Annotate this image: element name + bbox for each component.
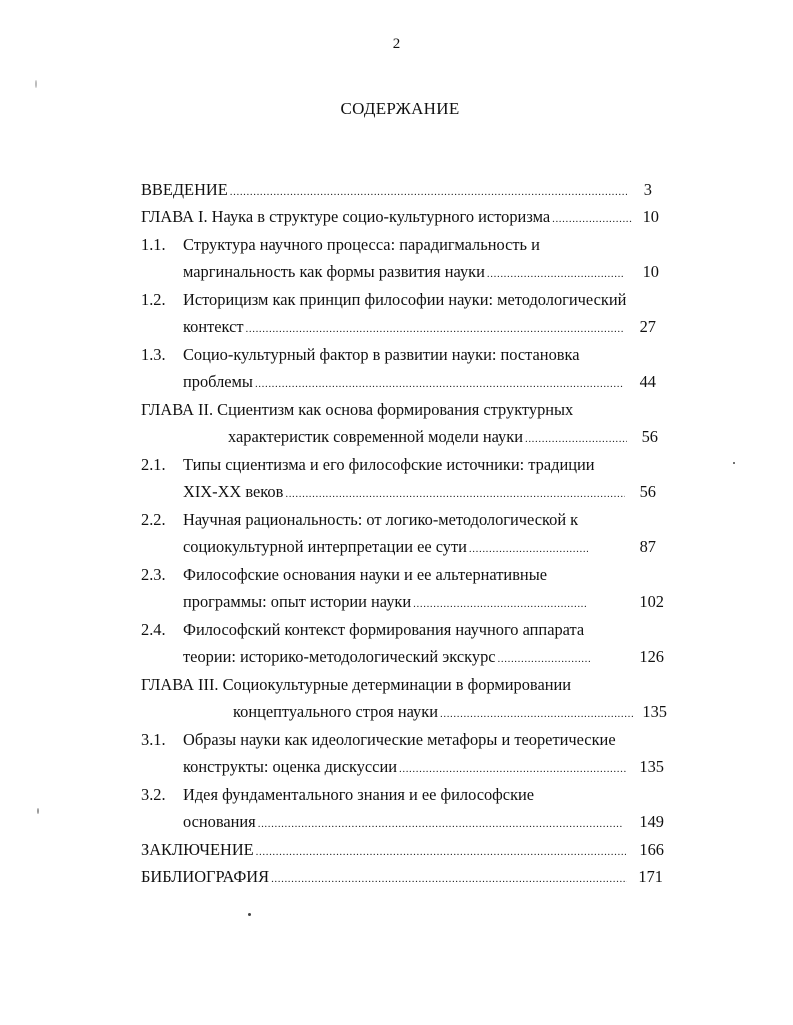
page-title: СОДЕРЖАНИЕ: [340, 99, 460, 118]
toc-entry-text: Историцизм как принцип философии науки: методологический: [183, 290, 627, 309]
toc-section-number: 3.1.: [141, 730, 166, 749]
toc-entry-1-1-line2: [183, 262, 623, 286]
page-number: 2: [392, 36, 401, 52]
toc-entry-1-2-line2: [183, 317, 623, 341]
toc-entry-text: ВВЕДЕНИЕ: [141, 180, 228, 199]
toc-page-number: 3: [643, 180, 652, 199]
dot-leader: [258, 818, 623, 830]
toc-entry-2-4-line1: [183, 620, 643, 644]
toc-entry-intro: [141, 180, 627, 204]
toc-entry-text: социокультурной интерпретации ее сути: [183, 537, 467, 556]
toc-entry-text: основания: [183, 812, 256, 831]
toc-page-number: 102: [639, 592, 664, 611]
dot-leader: [285, 488, 625, 500]
toc-entry-2-3-line2: [183, 592, 588, 616]
dot-leader: [413, 598, 588, 610]
toc-page-number: 126: [639, 647, 664, 666]
toc-entry-text: Социо-культурный фактор в развитии науки: постановка: [183, 345, 580, 364]
toc-entry-3-2-line2: [183, 812, 623, 836]
toc-entry-3-1-line1: [183, 730, 643, 754]
toc-entry-text: ЗАКЛЮЧЕНИЕ: [141, 840, 254, 859]
toc-section-number: 2.3.: [141, 565, 166, 584]
toc-page-number: 149: [639, 812, 664, 831]
toc-entry-chapter-2-line1: [141, 400, 641, 424]
dot-leader: [440, 708, 633, 720]
toc-entry-text: ГЛАВА I. Наука в структуре социо-культурного историзма: [141, 207, 551, 226]
dot-leader: [246, 323, 623, 335]
toc-section-number: 3.2.: [141, 785, 166, 804]
scan-speck: [37, 808, 39, 814]
dot-leader: [230, 186, 627, 198]
dot-leader: [271, 873, 627, 885]
toc-entry-2-2-line1: [183, 510, 643, 534]
toc-entry-text: Научная рациональность: от логико-методологической к: [183, 510, 579, 529]
toc-entry-2-1-line2: [183, 482, 625, 506]
toc-page-number: 135: [642, 702, 667, 721]
toc-page-number: 44: [639, 372, 656, 391]
toc-section-number: 2.2.: [141, 510, 166, 529]
toc-entry-1-1-line1: [183, 235, 643, 259]
toc-entry-1-3-line1: [183, 345, 643, 369]
toc-page-number: 135: [639, 757, 664, 776]
toc-entry-text: концептуального строя науки: [233, 702, 438, 721]
toc-entry-text: характеристик современной модели науки: [228, 427, 523, 446]
dot-leader: [498, 653, 591, 665]
toc-entry-text: ГЛАВА II. Сциентизм как основа формирования структурных: [141, 400, 574, 419]
toc-page-number: 166: [639, 840, 664, 859]
toc-entry-3-1-line2: [183, 757, 626, 781]
dot-leader: [487, 268, 623, 280]
toc-entry-text: конструкты: оценка дискуссии: [183, 757, 397, 776]
toc-section-number: 2.1.: [141, 455, 166, 474]
toc-entry-text: программы: опыт истории науки: [183, 592, 412, 611]
toc-entry-2-1-line1: [183, 455, 643, 479]
toc-entry-text: БИБЛИОГРАФИЯ: [141, 867, 270, 886]
toc-entry-1-3-line2: [183, 372, 623, 396]
toc-entry-text: Образы науки как идеологические метафоры и теоретические: [183, 730, 616, 749]
toc-section-number: 1.3.: [141, 345, 166, 364]
dot-leader: [469, 543, 588, 555]
toc-entry-text: Идея фундаментального знания и ее философские: [183, 785, 535, 804]
toc-entry-2-2-line2: [183, 537, 588, 561]
toc-entry-text: теории: историко-методологический экскурс: [183, 647, 496, 666]
toc-entry-chapter-2-line2: [228, 427, 627, 451]
toc-entry-text: XIX-XX веков: [183, 482, 284, 501]
toc-entry-text: маргинальность как формы развития науки: [183, 262, 485, 281]
toc-entry-2-3-line1: [183, 565, 643, 589]
toc-page-number: 171: [638, 867, 663, 886]
toc-page-number: 27: [639, 317, 656, 336]
toc-section-number: 2.4.: [141, 620, 166, 639]
toc-entry-text: ГЛАВА III. Социокультурные детерминации в формировании: [141, 675, 572, 694]
toc-entry-text: Структура научного процесса: парадигмальность и: [183, 235, 540, 254]
dot-leader: [399, 763, 626, 775]
toc-entry-chapter-1: [141, 207, 633, 231]
dot-leader: [256, 846, 626, 858]
toc-entry-1-2-line1: [183, 290, 643, 314]
toc-section-number: 1.1.: [141, 235, 166, 254]
toc-page-number: 56: [639, 482, 656, 501]
toc-entry-bibliography: [141, 867, 627, 891]
toc-entry-text: контекст: [183, 317, 244, 336]
toc-entry-3-2-line1: [183, 785, 643, 809]
toc-page-number: 10: [642, 262, 659, 281]
toc-entry-conclusion: [141, 840, 626, 864]
scan-speck: [733, 462, 735, 464]
toc-entry-text: проблемы: [183, 372, 253, 391]
toc-page-number: 56: [641, 427, 658, 446]
toc-section-number: 1.2.: [141, 290, 166, 309]
toc-entry-2-4-line2: [183, 647, 591, 671]
toc-entry-text: Философский контекст формирования научного аппарата: [183, 620, 585, 639]
dot-leader: [255, 378, 623, 390]
toc-entry-text: Философские основания науки и ее альтернативные: [183, 565, 547, 584]
toc-entry-chapter-3-line2: [233, 702, 633, 726]
scan-speck: [248, 913, 251, 916]
toc-page-number: 87: [639, 537, 656, 556]
scan-speck: [35, 80, 37, 88]
toc-entry-text: Типы сциентизма и его философские источники: традиции: [183, 455, 595, 474]
toc-page-number: 10: [642, 207, 659, 226]
toc-entry-chapter-3-line1: [141, 675, 641, 699]
